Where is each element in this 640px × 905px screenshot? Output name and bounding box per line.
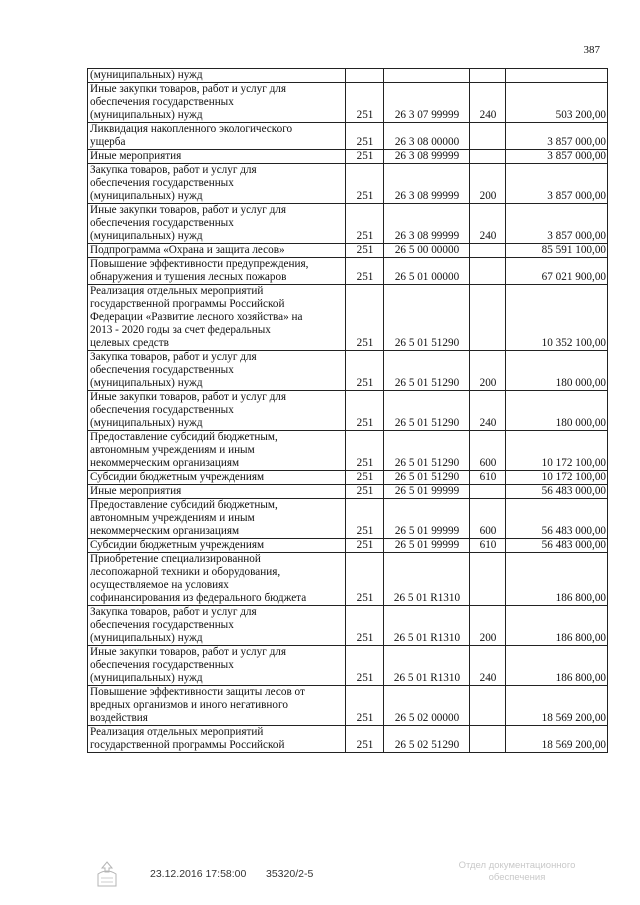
row-name-cell: Предоставление субсидий бюджетным, автономным учреждениям и иным некоммерческим организациям bbox=[88, 431, 346, 471]
footer-document-code: 35320/2-5 bbox=[266, 868, 314, 880]
row-csr-cell: 26 5 02 51290 bbox=[384, 726, 470, 753]
row-sum-cell: 186 800,00 bbox=[506, 553, 608, 606]
footer bbox=[90, 860, 600, 900]
row-ved-cell: 251 bbox=[346, 204, 384, 244]
row-vr-cell bbox=[470, 686, 506, 726]
row-csr-cell: 26 5 01 51290 bbox=[384, 285, 470, 351]
row-ved-cell: 251 bbox=[346, 285, 384, 351]
row-csr-cell: 26 3 08 00000 bbox=[384, 123, 470, 150]
table-row bbox=[88, 258, 608, 285]
row-ved-cell: 251 bbox=[346, 391, 384, 431]
row-csr-cell: 26 5 01 99999 bbox=[384, 485, 470, 499]
row-name-cell: Иные закупки товаров, работ и услуг для обеспечения государственных (муниципальных) нужд bbox=[88, 204, 346, 244]
row-name-cell: Иные мероприятия bbox=[88, 150, 346, 164]
row-sum-cell: 186 800,00 bbox=[506, 606, 608, 646]
row-vr-cell: 600 bbox=[470, 431, 506, 471]
row-csr-cell: 26 5 01 R1310 bbox=[384, 646, 470, 686]
row-ved-cell: 251 bbox=[346, 646, 384, 686]
row-sum-cell: 85 591 100,00 bbox=[506, 244, 608, 258]
row-vr-cell: 240 bbox=[470, 391, 506, 431]
row-ved-cell: 251 bbox=[346, 686, 384, 726]
table-row bbox=[88, 285, 608, 351]
row-name-cell: Закупка товаров, работ и услуг для обеспечения государственных (муниципальных) нужд bbox=[88, 351, 346, 391]
budget-table bbox=[87, 68, 608, 753]
row-sum-cell: 180 000,00 bbox=[506, 351, 608, 391]
row-ved-cell: 251 bbox=[346, 164, 384, 204]
row-csr-cell: 26 5 01 51290 bbox=[384, 471, 470, 485]
row-name-cell: (муниципальных) нужд bbox=[88, 69, 346, 83]
row-sum-cell: 18 569 200,00 bbox=[506, 726, 608, 753]
table-row bbox=[88, 244, 608, 258]
row-csr-cell: 26 5 02 00000 bbox=[384, 686, 470, 726]
row-vr-cell bbox=[470, 244, 506, 258]
row-vr-cell bbox=[470, 285, 506, 351]
row-name-cell: Иные закупки товаров, работ и услуг для обеспечения государственных (муниципальных) нужд bbox=[88, 391, 346, 431]
row-csr-cell: 26 5 01 51290 bbox=[384, 351, 470, 391]
row-csr-cell: 26 5 01 99999 bbox=[384, 539, 470, 553]
row-ved-cell: 251 bbox=[346, 123, 384, 150]
table-row bbox=[88, 164, 608, 204]
row-ved-cell: 251 bbox=[346, 485, 384, 499]
row-ved-cell: 251 bbox=[346, 471, 384, 485]
row-name-cell: Приобретение специализированной лесопожарной техники и оборудования, осуществляемое на условиях софинансирования из федерального бюджета bbox=[88, 553, 346, 606]
row-name-cell: Закупка товаров, работ и услуг для обеспечения государственных (муниципальных) нужд bbox=[88, 164, 346, 204]
row-sum-cell: 10 352 100,00 bbox=[506, 285, 608, 351]
row-name-cell: Иные закупки товаров, работ и услуг для обеспечения государственных (муниципальных) нужд bbox=[88, 646, 346, 686]
row-ved-cell: 251 bbox=[346, 539, 384, 553]
row-csr-cell: 26 3 08 99999 bbox=[384, 150, 470, 164]
table-row bbox=[88, 606, 608, 646]
row-ved-cell bbox=[346, 69, 384, 83]
row-name-cell: Ликвидация накопленного экологического ущерба bbox=[88, 123, 346, 150]
row-sum-cell: 10 172 100,00 bbox=[506, 431, 608, 471]
table-row bbox=[88, 553, 608, 606]
row-csr-cell: 26 3 07 99999 bbox=[384, 83, 470, 123]
row-csr-cell: 26 5 01 51290 bbox=[384, 431, 470, 471]
row-name-cell: Закупка товаров, работ и услуг для обеспечения государственных (муниципальных) нужд bbox=[88, 606, 346, 646]
table-row bbox=[88, 646, 608, 686]
row-csr-cell: 26 5 00 00000 bbox=[384, 244, 470, 258]
row-vr-cell bbox=[470, 258, 506, 285]
table-row bbox=[88, 123, 608, 150]
row-vr-cell: 200 bbox=[470, 164, 506, 204]
row-sum-cell: 3 857 000,00 bbox=[506, 164, 608, 204]
row-csr-cell: 26 5 01 00000 bbox=[384, 258, 470, 285]
budget-table-body bbox=[88, 69, 608, 753]
row-vr-cell: 610 bbox=[470, 539, 506, 553]
row-sum-cell: 18 569 200,00 bbox=[506, 686, 608, 726]
table-row bbox=[88, 83, 608, 123]
row-name-cell: Повышение эффективности защиты лесов от вредных организмов и иного негативного воздействия bbox=[88, 686, 346, 726]
row-name-cell: Предоставление субсидий бюджетным, автономным учреждениям и иным некоммерческим организациям bbox=[88, 499, 346, 539]
footer-date: 23.12.2016 17:58:00 bbox=[150, 868, 247, 880]
row-sum-cell: 503 200,00 bbox=[506, 83, 608, 123]
page-number: 387 bbox=[583, 44, 600, 56]
row-sum-cell: 56 483 000,00 bbox=[506, 485, 608, 499]
row-vr-cell bbox=[470, 150, 506, 164]
row-ved-cell: 251 bbox=[346, 431, 384, 471]
table-row bbox=[88, 471, 608, 485]
row-vr-cell: 200 bbox=[470, 606, 506, 646]
row-sum-cell: 3 857 000,00 bbox=[506, 204, 608, 244]
row-ved-cell: 251 bbox=[346, 351, 384, 391]
row-name-cell: Иные мероприятия bbox=[88, 485, 346, 499]
row-name-cell: Реализация отдельных мероприятий государственной программы Российской bbox=[88, 726, 346, 753]
row-sum-cell: 10 172 100,00 bbox=[506, 471, 608, 485]
row-csr-cell: 26 5 01 99999 bbox=[384, 499, 470, 539]
row-name-cell: Субсидии бюджетным учреждениям bbox=[88, 539, 346, 553]
table-row bbox=[88, 204, 608, 244]
row-vr-cell: 610 bbox=[470, 471, 506, 485]
row-csr-cell: 26 3 08 99999 bbox=[384, 204, 470, 244]
table-row bbox=[88, 351, 608, 391]
row-sum-cell bbox=[506, 69, 608, 83]
row-ved-cell: 251 bbox=[346, 244, 384, 258]
row-ved-cell: 251 bbox=[346, 726, 384, 753]
row-vr-cell: 240 bbox=[470, 83, 506, 123]
row-csr-cell bbox=[384, 69, 470, 83]
row-vr-cell: 600 bbox=[470, 499, 506, 539]
row-csr-cell: 26 5 01 51290 bbox=[384, 391, 470, 431]
row-name-cell: Иные закупки товаров, работ и услуг для обеспечения государственных (муниципальных) нужд bbox=[88, 83, 346, 123]
emblem-icon bbox=[90, 860, 124, 890]
row-vr-cell: 240 bbox=[470, 646, 506, 686]
row-sum-cell: 186 800,00 bbox=[506, 646, 608, 686]
row-vr-cell bbox=[470, 553, 506, 606]
table-row bbox=[88, 391, 608, 431]
table-row bbox=[88, 485, 608, 499]
row-name-cell: Реализация отдельных мероприятий государственной программы Российской Федерации «Развитие лесного хозяйства» на 2013 - 2020 годы за счет федеральных целевых средств bbox=[88, 285, 346, 351]
row-name-cell: Повышение эффективности предупреждения, обнаружения и тушения лесных пожаров bbox=[88, 258, 346, 285]
table-row bbox=[88, 686, 608, 726]
row-csr-cell: 26 3 08 99999 bbox=[384, 164, 470, 204]
row-name-cell: Подпрограмма «Охрана и защита лесов» bbox=[88, 244, 346, 258]
row-ved-cell: 251 bbox=[346, 150, 384, 164]
row-ved-cell: 251 bbox=[346, 258, 384, 285]
table-row bbox=[88, 431, 608, 471]
row-sum-cell: 56 483 000,00 bbox=[506, 499, 608, 539]
row-csr-cell: 26 5 01 R1310 bbox=[384, 553, 470, 606]
table-row bbox=[88, 69, 608, 83]
row-sum-cell: 67 021 900,00 bbox=[506, 258, 608, 285]
row-vr-cell bbox=[470, 726, 506, 753]
row-vr-cell: 200 bbox=[470, 351, 506, 391]
row-ved-cell: 251 bbox=[346, 606, 384, 646]
table-row bbox=[88, 726, 608, 753]
row-ved-cell: 251 bbox=[346, 553, 384, 606]
row-ved-cell: 251 bbox=[346, 83, 384, 123]
row-name-cell: Субсидии бюджетным учреждениям bbox=[88, 471, 346, 485]
table-row bbox=[88, 539, 608, 553]
row-vr-cell: 240 bbox=[470, 204, 506, 244]
row-vr-cell bbox=[470, 123, 506, 150]
row-vr-cell bbox=[470, 69, 506, 83]
row-csr-cell: 26 5 01 R1310 bbox=[384, 606, 470, 646]
row-sum-cell: 180 000,00 bbox=[506, 391, 608, 431]
table-row bbox=[88, 150, 608, 164]
row-vr-cell bbox=[470, 485, 506, 499]
footer-stamp: Отдел документационного обеспечения bbox=[458, 860, 576, 883]
table-row bbox=[88, 499, 608, 539]
row-sum-cell: 56 483 000,00 bbox=[506, 539, 608, 553]
row-ved-cell: 251 bbox=[346, 499, 384, 539]
row-sum-cell: 3 857 000,00 bbox=[506, 150, 608, 164]
row-sum-cell: 3 857 000,00 bbox=[506, 123, 608, 150]
